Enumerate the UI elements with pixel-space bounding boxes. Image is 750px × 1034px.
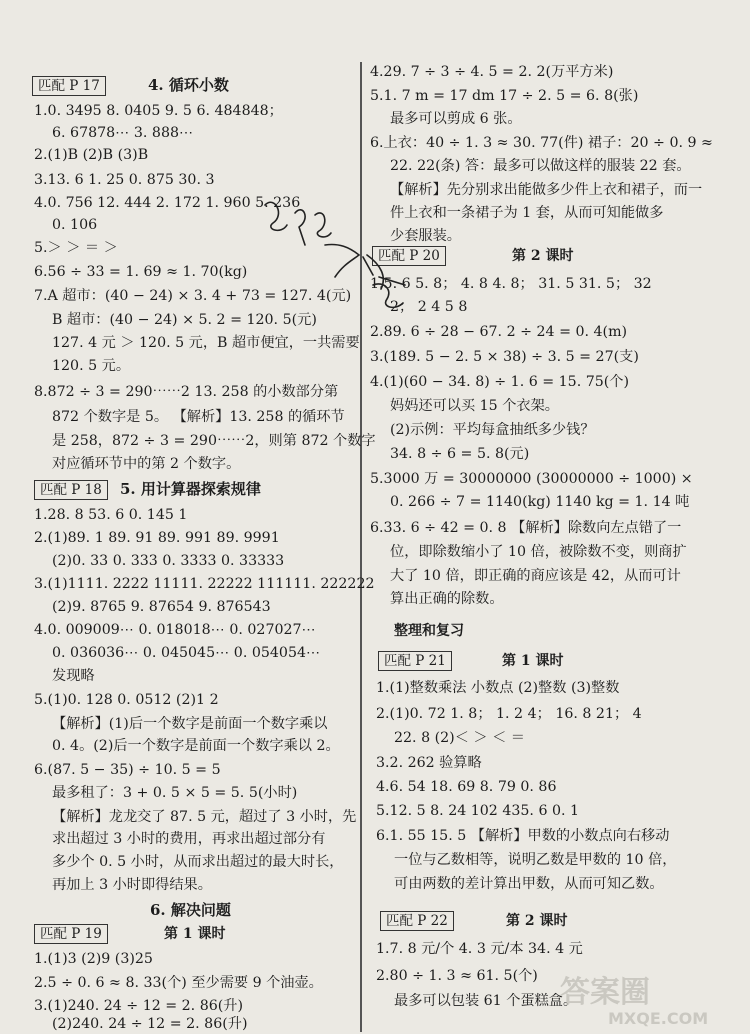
answer-line: 是 258，872 ÷ 3 = 290⋯⋯2，则第 872 个数字 bbox=[52, 433, 376, 449]
answer-line: 1.0. 3495 8. 0405 9. 5 6. 484848； bbox=[34, 103, 283, 119]
section-title-5: 5. 用计算器探索规律 bbox=[120, 480, 261, 498]
answer-line: 6.56 ÷ 33 = 1. 69 ≈ 1. 70(kg) bbox=[34, 264, 248, 280]
answer-line: 5.3000 万 = 30000000 (30000000 ÷ 1000) × bbox=[370, 471, 693, 487]
answer-line: 127. 4 元 ＞ 120. 5 元，B 超市便宜，一共需要 bbox=[52, 335, 360, 351]
answer-line: 1.(1)整数乘法 小数点 (2)整数 (3)整数 bbox=[376, 680, 620, 696]
answer-line: 5.(1)0. 128 0. 0512 (2)1 2 bbox=[34, 692, 219, 708]
answer-line: 0. 266 ÷ 7 = 1140(kg) 1140 kg = 1. 14 吨 bbox=[390, 494, 690, 510]
lesson-subtitle: 第 1 课时 bbox=[502, 653, 564, 669]
answer-line: 4.0. 756 12. 444 2. 172 1. 960 5. 236 bbox=[34, 195, 301, 211]
answer-line: 8.872 ÷ 3 = 290⋯⋯2 13. 258 的小数部分第 bbox=[34, 384, 339, 400]
match-page-box-p19: 匹配 P 19 bbox=[34, 924, 108, 944]
explanation-line: 多少个 0. 5 小时，从而求出超过的最大时长， bbox=[52, 854, 344, 870]
answer-line: 3.(1)1111. 2222 11111. 22222 111111. 222222 bbox=[34, 576, 375, 592]
answer-line: 4.6. 54 18. 69 8. 79 0. 86 bbox=[376, 779, 557, 795]
explanation-line: 大了 10 倍，即正确的商应该是 42，从而可计 bbox=[390, 568, 681, 584]
answer-line: 6.33. 6 ÷ 42 = 0. 8 【解析】除数向左点错了一 bbox=[370, 520, 682, 536]
answer-line: 对应循环节中的第 2 个数字。 bbox=[52, 456, 241, 472]
explanation-line: 少套服装。 bbox=[390, 228, 461, 244]
explanation-line: 【解析】(1)后一个数字是前面一个数字乘以 bbox=[52, 716, 328, 732]
lesson-subtitle: 第 1 课时 bbox=[164, 926, 226, 942]
answer-line: 6.上衣：40 ÷ 1. 3 ≈ 30. 77(件) 裙子：20 ÷ 0. 9 ≈ bbox=[370, 135, 713, 151]
section-title-4: 4. 循环小数 bbox=[148, 76, 229, 94]
answer-line: 3.(189. 5 − 2. 5 × 38) ÷ 3. 5 = 27(支) bbox=[370, 349, 639, 365]
answer-line: 1.7. 8 元/个 4. 3 元/本 34. 4 元 bbox=[376, 941, 583, 957]
match-page-box-p21: 匹配 P 21 bbox=[378, 651, 452, 671]
explanation-line: 位，即除数缩小了 10 倍，被除数不变，则商扩 bbox=[390, 544, 687, 560]
watermark-logo bbox=[552, 968, 742, 1028]
answer-line: (2)示例：平均每盒抽纸多少钱？ bbox=[390, 422, 595, 438]
answer-line: 1.(1)3 (2)9 (3)25 bbox=[34, 951, 153, 967]
answer-line: 2.5 ÷ 0. 6 ≈ 8. 33(个) 至少需要 9 个油壶。 bbox=[34, 975, 323, 991]
answer-line: 4.(1)(60 − 34. 8) ÷ 1. 6 = 15. 75(个) bbox=[370, 374, 630, 390]
explanation-line: 件上衣和一条裙子为 1 套，从而可知能做多 bbox=[390, 205, 664, 221]
answer-line: (2)240. 24 ÷ 12 = 2. 86(升) bbox=[52, 1016, 248, 1032]
svg-text:答案圈: 答案圈 bbox=[560, 975, 650, 1010]
explanation-line: 求出超过 3 小时的费用，再求出超过部分有 bbox=[52, 831, 326, 847]
answer-line: 2.89. 6 ÷ 28 − 67. 2 ÷ 24 = 0. 4(m) bbox=[370, 324, 628, 340]
answer-line: 最多可以包装 61 个蛋糕盒。 bbox=[394, 993, 578, 1009]
answer-line: 6.(87. 5 − 35) ÷ 10. 5 = 5 bbox=[34, 762, 221, 778]
answer-line: 6.1. 55 15. 5 【解析】甲数的小数点向右移动 bbox=[376, 828, 670, 844]
answer-line: 5.＞ ＞ ＝ ＞ bbox=[34, 240, 118, 256]
answer-line: 发现略 bbox=[52, 668, 95, 684]
explanation-line: 可由两数的差计算出甲数，从而可知乙数。 bbox=[394, 876, 664, 892]
answer-line: 22. 8 (2)＜ ＞ ＜ ＝ bbox=[394, 730, 525, 746]
answer-line: 4.0. 009009⋯ 0. 018018⋯ 0. 027027⋯ bbox=[34, 622, 316, 638]
answer-line: 1.28. 8 53. 6 0. 145 1 bbox=[34, 507, 188, 523]
explanation-line: 0. 4。(2)后一个数字是前面一个数字乘以 2。 bbox=[52, 738, 340, 754]
answer-line: 最多租了：3 + 0. 5 × 5 = 5. 5(小时) bbox=[52, 785, 298, 801]
answer-line: 1.5. 6 5. 8； 4. 8 4. 8； 31. 5 31. 5； 32 bbox=[370, 276, 652, 292]
match-page-box-p17: 匹配 P 17 bbox=[32, 76, 106, 96]
answer-line: 2.(1)B (2)B (3)B bbox=[34, 147, 149, 163]
explanation-line: 一位与乙数相等，说明乙数是甲数的 10 倍， bbox=[394, 852, 677, 868]
section-title-6: 6. 解决问题 bbox=[150, 901, 231, 919]
lesson-subtitle: 第 2 课时 bbox=[512, 248, 574, 264]
answer-line: 872 个数字是 5。 【解析】13. 258 的循环节 bbox=[52, 409, 345, 425]
lesson-subtitle: 第 2 课时 bbox=[506, 913, 568, 929]
svg-text:MXQE.COM: MXQE.COM bbox=[608, 1009, 709, 1028]
answer-line: 2.(1)89. 1 89. 91 89. 991 89. 9991 bbox=[34, 530, 280, 546]
match-page-box-p18: 匹配 P 18 bbox=[34, 480, 108, 500]
answer-line: 0. 106 bbox=[52, 217, 98, 233]
answer-line: 2.(1)0. 72 1. 8； 1. 2 4； 16. 8 21； 4 bbox=[376, 706, 642, 722]
explanation-line: 再加上 3 小时即得结果。 bbox=[52, 877, 212, 893]
answer-line: (2)9. 8765 9. 87654 9. 876543 bbox=[52, 599, 271, 615]
answer-line: 34. 8 ÷ 6 = 5. 8(元) bbox=[390, 446, 530, 462]
answer-line: B 超市：(40 − 24) × 5. 2 = 120. 5(元) bbox=[52, 312, 317, 328]
answer-line: 120. 5 元。 bbox=[52, 358, 131, 374]
pen-scribble-icon bbox=[255, 185, 425, 325]
section-heading-review: 整理和复习 bbox=[394, 623, 464, 639]
explanation-line: 【解析】先分别求出能做多少件上衣和裙子，而一 bbox=[390, 182, 703, 198]
answer-line: 最多可以剪成 6 张。 bbox=[390, 111, 522, 127]
answer-line: 6. 67878⋯ 3. 888⋯ bbox=[52, 125, 194, 141]
answer-line: 3.(1)240. 24 ÷ 12 = 2. 86(升) bbox=[34, 998, 244, 1014]
answer-line: 7.A 超市：(40 − 24) × 3. 4 + 73 = 127. 4(元) bbox=[34, 288, 352, 304]
answer-line: (2)0. 33 0. 333 0. 3333 0. 33333 bbox=[52, 553, 285, 569]
answer-line: 0. 036036⋯ 0. 045045⋯ 0. 054054⋯ bbox=[52, 645, 321, 661]
explanation-line: 算出正确的除数。 bbox=[390, 591, 504, 607]
match-page-box-p22: 匹配 P 22 bbox=[380, 911, 454, 931]
explanation-line: 【解析】龙龙交了 87. 5 元，超过了 3 小时，先 bbox=[52, 809, 357, 825]
match-page-box-p20: 匹配 P 20 bbox=[372, 246, 446, 266]
answer-line: 2； 2 4 5 8 bbox=[390, 299, 468, 315]
answer-line: 妈妈还可以买 15 个衣架。 bbox=[390, 398, 559, 414]
right-column bbox=[362, 0, 750, 1032]
answer-line: 3.2. 262 验算略 bbox=[376, 755, 482, 771]
answer-line: 5.1. 7 m = 17 dm 17 ÷ 2. 5 = 6. 8(张) bbox=[370, 88, 639, 104]
answer-line: 22. 22(条) 答：最多可以做这样的服装 22 套。 bbox=[390, 158, 691, 174]
answer-line: 3.13. 6 1. 25 0. 875 30. 3 bbox=[34, 172, 215, 188]
answer-line: 5.12. 5 8. 24 102 435. 6 0. 1 bbox=[376, 803, 580, 819]
answer-line: 4.29. 7 ÷ 3 ÷ 4. 5 = 2. 2(万平方米) bbox=[370, 64, 614, 80]
answer-line: 2.80 ÷ 1. 3 ≈ 61. 5(个) bbox=[376, 968, 538, 984]
